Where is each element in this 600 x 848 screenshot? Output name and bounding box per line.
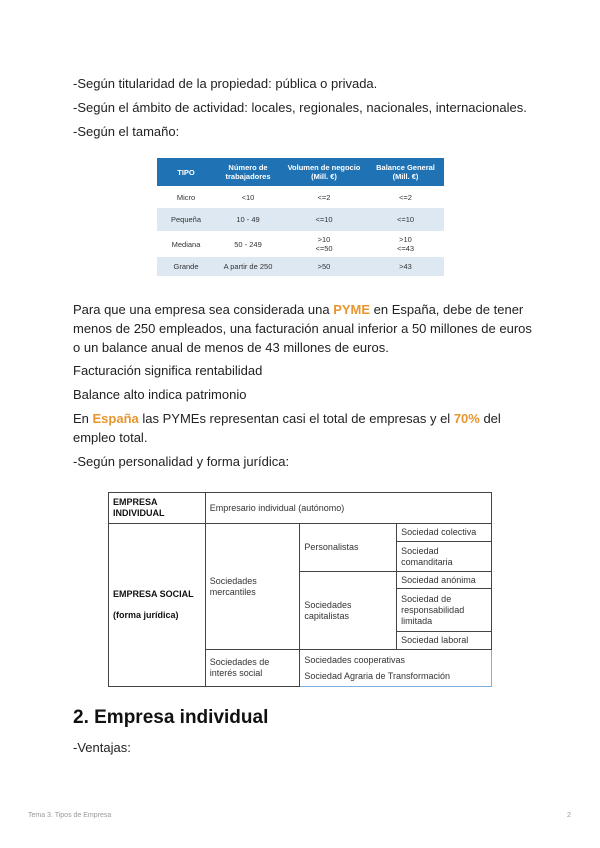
- interes-social-types-cell: [300, 650, 492, 687]
- sociedades-capitalistas-cell: Sociedades capitalistas: [300, 572, 397, 650]
- size-table-header: [157, 158, 444, 186]
- cell-trabajadores: 50 - 249: [234, 239, 262, 249]
- sociedad-laboral-cell: Sociedad laboral: [397, 632, 492, 650]
- table-row: [109, 524, 492, 542]
- empresa-individual-label: EMPRESA INDIVIDUAL: [109, 493, 206, 524]
- cell-tipo: Micro: [176, 192, 196, 202]
- sociedad-responsabilidad-limitada-cell: Sociedad de responsabilidad limitada: [397, 589, 492, 632]
- size-table: [157, 158, 444, 276]
- sociedades-mercantiles-cell: Sociedades mercantiles: [205, 524, 300, 650]
- cell-volumen: >50: [281, 257, 367, 276]
- titularidad-line: -Según titularidad de la propiedad: pública o privada.: [73, 76, 378, 91]
- pyme-paragraph: [73, 300, 533, 357]
- personalidad-line: -Según personalidad y forma jurídica:: [73, 454, 290, 469]
- sociedades-cooperativas-text: Sociedades cooperativas: [304, 654, 405, 665]
- tamano-line: -Según el tamaño:: [73, 124, 180, 139]
- table-row: [157, 257, 444, 276]
- header-trabajadores: Número de trabajadores: [215, 158, 281, 186]
- percent-highlight: 70%: [453, 411, 480, 426]
- facturacion-line: Facturación significa rentabilidad: [73, 363, 263, 378]
- sociedad-comanditaria-cell: Sociedad comanditaria: [397, 542, 492, 572]
- forma-juridica-subtitle: (forma jurídica): [113, 610, 179, 620]
- sociedad-colectiva-cell: Sociedad colectiva: [397, 524, 492, 542]
- table-row: [109, 493, 492, 524]
- cell-balance: <=10: [367, 208, 444, 231]
- cell-trabajadores: 10 - 49: [215, 208, 281, 231]
- header-balance: Balance General (Mill. €): [367, 158, 444, 186]
- balance-line: Balance alto indica patrimonio: [73, 387, 247, 402]
- cell-balance: [367, 231, 444, 257]
- cell-volumen: <=2: [317, 192, 331, 202]
- pyme-post: en España, debe de tener menos de 250 empleados, una facturación anual inferior a 50 millones de euros o un balance anual de menos de 43 millones de euros.: [73, 302, 532, 355]
- table-row: [157, 231, 444, 257]
- sociedades-interes-social-cell: Sociedades de interés social: [205, 650, 300, 687]
- ambito-line: -Según el ámbito de actividad: locales, regionales, nacionales, internacionales.: [73, 100, 527, 115]
- cell-balance-max: <=43: [396, 244, 415, 253]
- cell-volumen-max: <=50: [315, 244, 333, 253]
- empresario-individual-cell: Empresario individual (autónomo): [205, 493, 491, 524]
- cell-tipo: Pequeña: [157, 208, 215, 231]
- header-tipo: TIPO: [157, 158, 215, 186]
- espana-pre: En: [73, 411, 93, 426]
- table-row: [157, 186, 444, 208]
- espana-paragraph: [73, 409, 533, 447]
- cell-balance-min: >10: [399, 235, 412, 244]
- pyme-pre: Para que una empresa sea considerada una: [73, 302, 334, 317]
- empresa-social-title: EMPRESA SOCIAL: [113, 589, 194, 599]
- header-volumen: Volumen de negocio (Mill. €): [281, 158, 367, 186]
- cell-balance: <=2: [399, 192, 412, 202]
- ventajas-line: -Ventajas:: [73, 740, 131, 755]
- cell-trabajadores: <10: [241, 192, 255, 202]
- pyme-highlight: PYME: [333, 302, 371, 317]
- empresa-social-label: [109, 524, 206, 687]
- espana-highlight: España: [92, 411, 139, 426]
- legal-form-table: [108, 492, 492, 687]
- cell-tipo: Grande: [157, 257, 215, 276]
- espana-post: del empleo total.: [73, 411, 501, 445]
- sociedad-agraria-text: Sociedad Agraria de Transformación: [304, 670, 451, 681]
- table-row: [157, 208, 444, 231]
- cell-volumen: <=10: [281, 208, 367, 231]
- cell-balance: >43: [367, 257, 444, 276]
- section-heading: 2. Empresa individual: [73, 707, 269, 728]
- footer-title: Tema 3. Tipos de Empresa: [28, 812, 112, 819]
- cell-tipo: Mediana: [171, 239, 201, 249]
- personalistas-cell: Personalistas: [300, 524, 397, 572]
- sociedad-anonima-cell: Sociedad anónima: [397, 572, 492, 589]
- cell-volumen: [281, 231, 367, 257]
- cell-volumen-min: >10: [317, 235, 331, 244]
- cell-trabajadores: A partir de 250: [215, 257, 281, 276]
- page-number: 2: [567, 812, 571, 819]
- espana-mid: las PYMEs representan casi el total de empresas y el: [138, 411, 454, 426]
